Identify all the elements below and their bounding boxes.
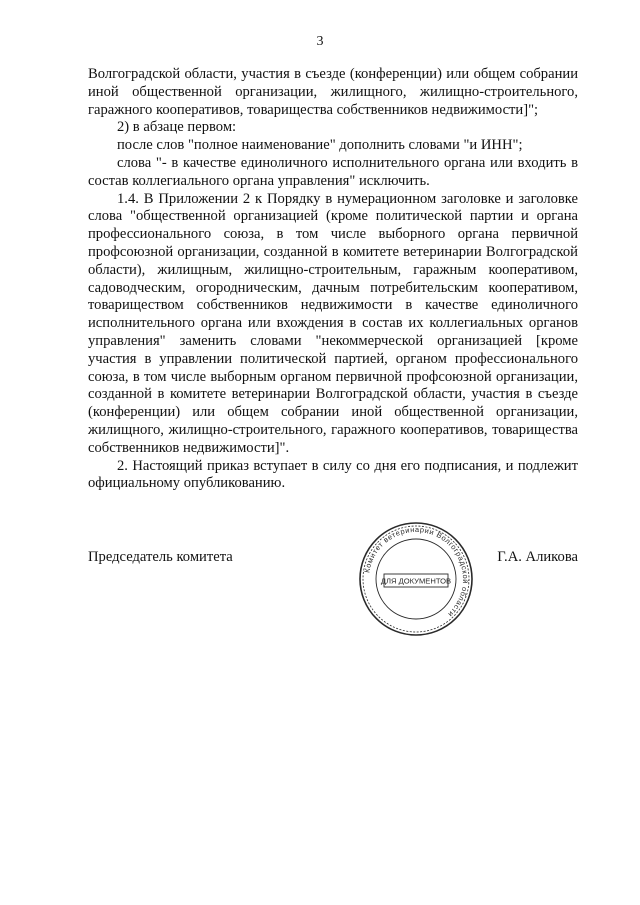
page-number: 3 <box>316 34 324 49</box>
paragraph-exclude-words: слова "- в качестве единоличного исполнительного органа или входить в состав коллегиального органа управления" исключить. <box>88 154 578 189</box>
seal-center-text: ДЛЯ ДОКУМЕНТОВ <box>380 576 452 586</box>
seal-outer-text-path: Комитет ветеринарии Волгоградской области <box>362 524 471 620</box>
document-body <box>88 66 578 493</box>
signature-block <box>88 549 578 569</box>
signer-name: Г.А. Аликова <box>497 549 578 565</box>
paragraph-add-inn: после слов "полное наименование" дополнить словами "и ИНН"; <box>117 137 523 154</box>
paragraph-entry-into-force: 2. Настоящий приказ вступает в силу со дня его подписания, и подлежит официальному опубликованию. <box>88 457 578 492</box>
signer-position: Председатель комитета <box>88 549 233 565</box>
paragraph-item-2: 2) в абзаце первом: <box>117 119 237 136</box>
paragraph-continuation: Волгоградской области, участия в съезде (конференции) или общем собрании иной общественной организации, жилищного, жилищно-строительного, гаражного кооперативов, товарищества собственников недвижимости]"; <box>88 66 578 118</box>
paragraph-1-4: 1.4. В Приложении 2 к Порядку в нумерационном заголовке и заголовке слова "общественной организацией (кроме политической партии и органа профессионального союза, в том числе выборного органа первичной профсоюзной организации, созданной в комитете ветеринарии Волгоградской области), жилищным, жилищно-строительным, гаражным кооперативом, садоводческим, огородническим, дачным потребительским кооперативом, товариществом собственников недвижимости в качестве единоличного исполнительного органа или вхождения в состав их коллегиальных органов управления" заменить словами "некоммерческой организацией [кроме участия в управлении политической партией, органом профессионального союза, в том числе выборным органом первичной профсоюзной организации, созданной в комитете ветеринарии Волгоградской области, участия в съезде (конференции) или общем собрании иной общественной организации, жилищного, жилищно-строительного, гаражного кооперативов, товарищества собственников недвижимости]". <box>88 190 578 456</box>
official-seal <box>358 521 474 637</box>
